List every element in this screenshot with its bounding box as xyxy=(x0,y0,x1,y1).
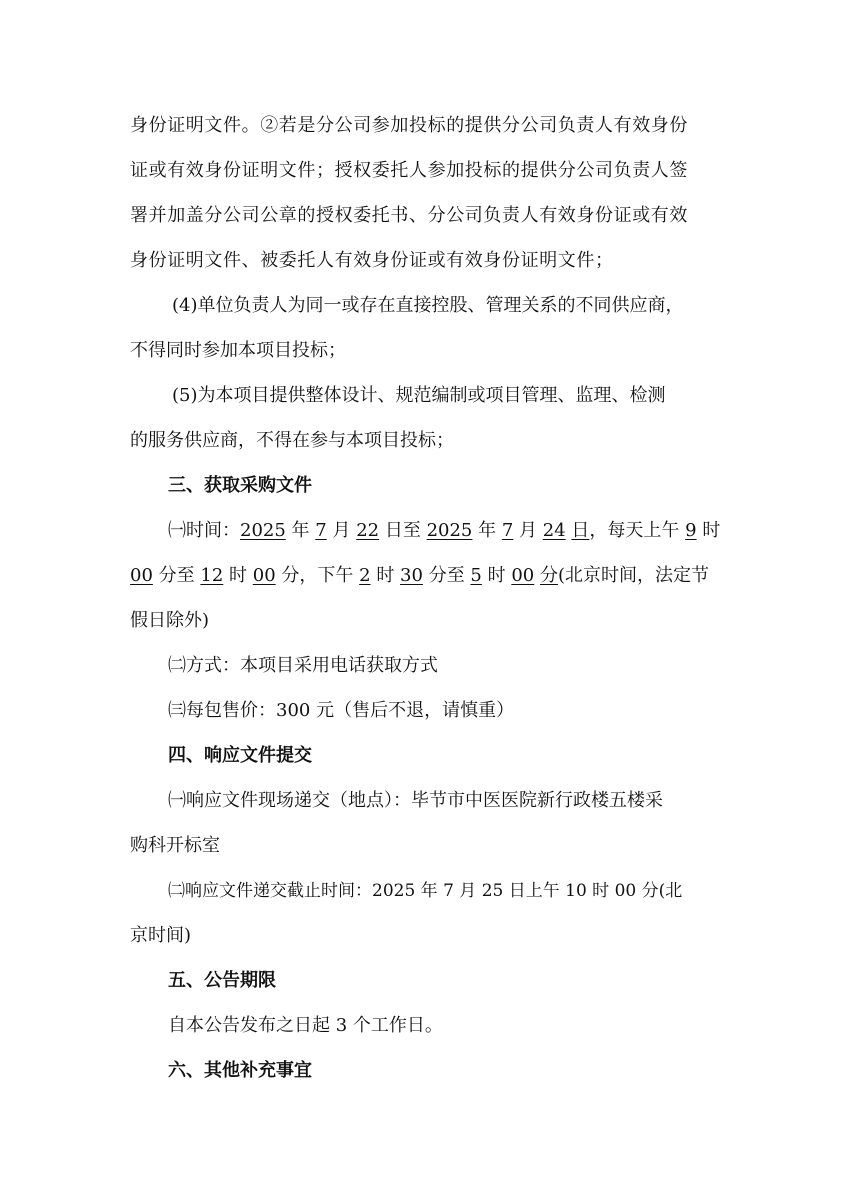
afternoon-text: ，下午 xyxy=(299,565,354,586)
time-line xyxy=(130,564,709,588)
hour-unit: 时 xyxy=(376,565,395,586)
am-end-minute: 00 xyxy=(252,565,276,586)
end-day: 24 xyxy=(542,520,566,541)
end-year: 2025 xyxy=(426,520,473,541)
am-start-hour: 9 xyxy=(685,520,697,541)
paragraph-line: ㈡响应文件递交截止时间：2025 年 7 月 25 日上午 10 时 00 分(北 xyxy=(168,881,683,901)
paragraph-line: 不得同时参加本项目投标； xyxy=(130,340,346,361)
section-heading: 四、响应文件提交 xyxy=(168,745,312,766)
price-line: ㈢每包售价：300 元（售后不退，请慎重） xyxy=(168,700,515,721)
paragraph-line: 署并加盖分公司公章的授权委托书、分公司负责人有效身份证或有效 xyxy=(130,205,688,226)
paragraph-line: ㈠响应文件现场递交（地点）：毕节市中医医院新行政楼五楼采 xyxy=(168,790,663,811)
paragraph-line: 京时间) xyxy=(130,925,192,946)
minute-unit: 分 xyxy=(281,565,300,586)
year-unit: 年 xyxy=(291,520,310,541)
pm-start-hour: 2 xyxy=(359,565,371,586)
hour-unit: 时 xyxy=(487,565,506,586)
paragraph-line: (5)为本项目提供整体设计、规范编制或项目管理、监理、检测 xyxy=(172,385,666,406)
paragraph-line: 自本公告发布之日起 3 个工作日。 xyxy=(168,1015,443,1036)
hour-unit: 时 xyxy=(702,520,721,541)
start-day: 22 xyxy=(356,520,380,541)
section-heading: 三、获取采购文件 xyxy=(168,475,312,496)
section-heading: 五、公告期限 xyxy=(168,970,276,991)
month-unit: 月 xyxy=(332,520,351,541)
method-line: ㈡方式：本项目采用电话获取方式 xyxy=(168,655,438,676)
hour-unit: 时 xyxy=(229,565,248,586)
day-unit: 日 xyxy=(571,520,590,541)
to-word: 至 xyxy=(402,520,421,541)
am-start-minute: 00 xyxy=(130,565,153,586)
to-word: 至 xyxy=(446,565,465,586)
minute-unit: 分 xyxy=(428,565,447,586)
paragraph-line: (4)单位负责人为同一或存在直接控股、管理关系的不同供应商， xyxy=(172,295,684,316)
time-tail: (北京时间，法定节 xyxy=(557,565,710,586)
end-month: 7 xyxy=(501,520,514,541)
pm-end-hour: 5 xyxy=(470,565,482,586)
start-month: 7 xyxy=(315,520,327,541)
month-unit: 月 xyxy=(519,520,538,541)
minute-unit: 分 xyxy=(158,565,177,586)
pm-start-minute: 30 xyxy=(400,565,423,586)
day-unit: 日 xyxy=(384,520,403,541)
to-word: 至 xyxy=(176,565,195,586)
minute-unit: 分 xyxy=(539,565,558,586)
paragraph-line: 证或有效身份证明文件；授权委托人参加投标的提供分公司负责人签 xyxy=(130,160,688,181)
start-year: 2025 xyxy=(240,520,286,541)
time-label: ㈠时间： xyxy=(168,520,240,541)
pm-end-minute: 00 xyxy=(511,565,535,586)
am-end-hour: 12 xyxy=(200,565,224,586)
paragraph-line: 身份证明文件、被委托人有效身份证或有效身份证明文件； xyxy=(130,250,614,271)
paragraph-line: 购科开标室 xyxy=(130,835,220,856)
paragraph-line: 的服务供应商，不得在参与本项目投标； xyxy=(130,430,454,451)
daily-text: ，每天上午 xyxy=(589,520,680,541)
section-heading: 六、其他补充事宜 xyxy=(168,1060,312,1081)
year-unit: 年 xyxy=(478,520,497,541)
paragraph-line: 身份证明文件。②若是分公司参加投标的提供分公司负责人有效身份 xyxy=(130,115,688,136)
paragraph-line: 假日除外) xyxy=(130,610,210,631)
time-line xyxy=(168,519,720,543)
